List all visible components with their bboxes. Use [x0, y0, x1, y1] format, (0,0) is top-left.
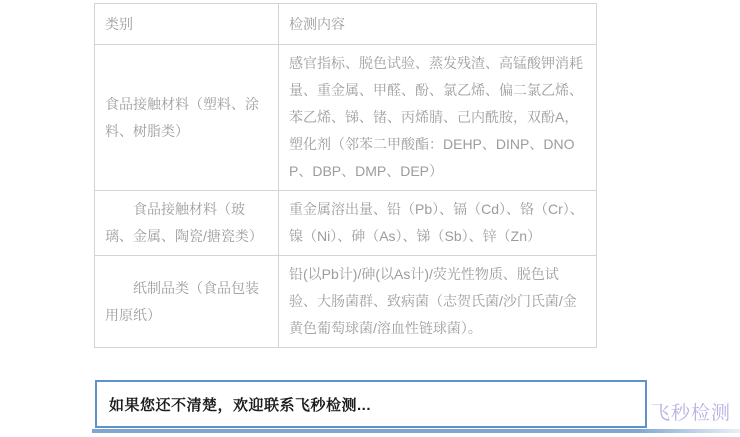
category-cell-plastics: 食品接触材料（塑料、涂料、树脂类） — [95, 45, 279, 191]
testing-scope-table — [94, 3, 597, 348]
table-header-category: 类别 — [95, 4, 279, 45]
watermark-text: 飞秒检测 — [651, 402, 732, 424]
content-cell-paper: 铅(以Pb计)/砷(以As计)/荧光性物质、脱色试验、大肠菌群、致病菌（志贺氏菌/沙门氏菌/金黄色葡萄球菌/溶血性链球菌）。 — [279, 256, 597, 348]
content-cell-plastics: 感官指标、脱色试验、蒸发残渣、高锰酸钾消耗量、重金属、甲醛、酚、氯乙烯、偏二氯乙烯、苯乙烯、锑、锗、丙烯腈、己内酰胺，双酚A，塑化剂（邻苯二甲酸酯：DEHP、DINP、DNOP、DBP、DMP、DEP） — [279, 45, 597, 191]
table-header-row — [95, 4, 597, 45]
category-cell-glass-metal: 食品接触材料（玻璃、金属、陶瓷/搪瓷类） — [95, 191, 279, 256]
category-cell-paper: 纸制品类（食品包装用原纸） — [95, 256, 279, 348]
contact-cta-box — [95, 380, 647, 428]
table-row — [95, 45, 597, 191]
bottom-divider — [92, 429, 740, 433]
table-row — [95, 191, 597, 256]
content-cell-glass-metal: 重金属溶出量、铅（Pb）、镉（Cd）、铬（Cr）、镍（Ni）、砷（As）、锑（Sb）、锌（Zn） — [279, 191, 597, 256]
contact-cta-text: 如果您还不清楚，欢迎联系飞秒检测... — [109, 396, 372, 414]
table-header-content: 检测内容 — [279, 4, 597, 45]
table-row — [95, 256, 597, 348]
